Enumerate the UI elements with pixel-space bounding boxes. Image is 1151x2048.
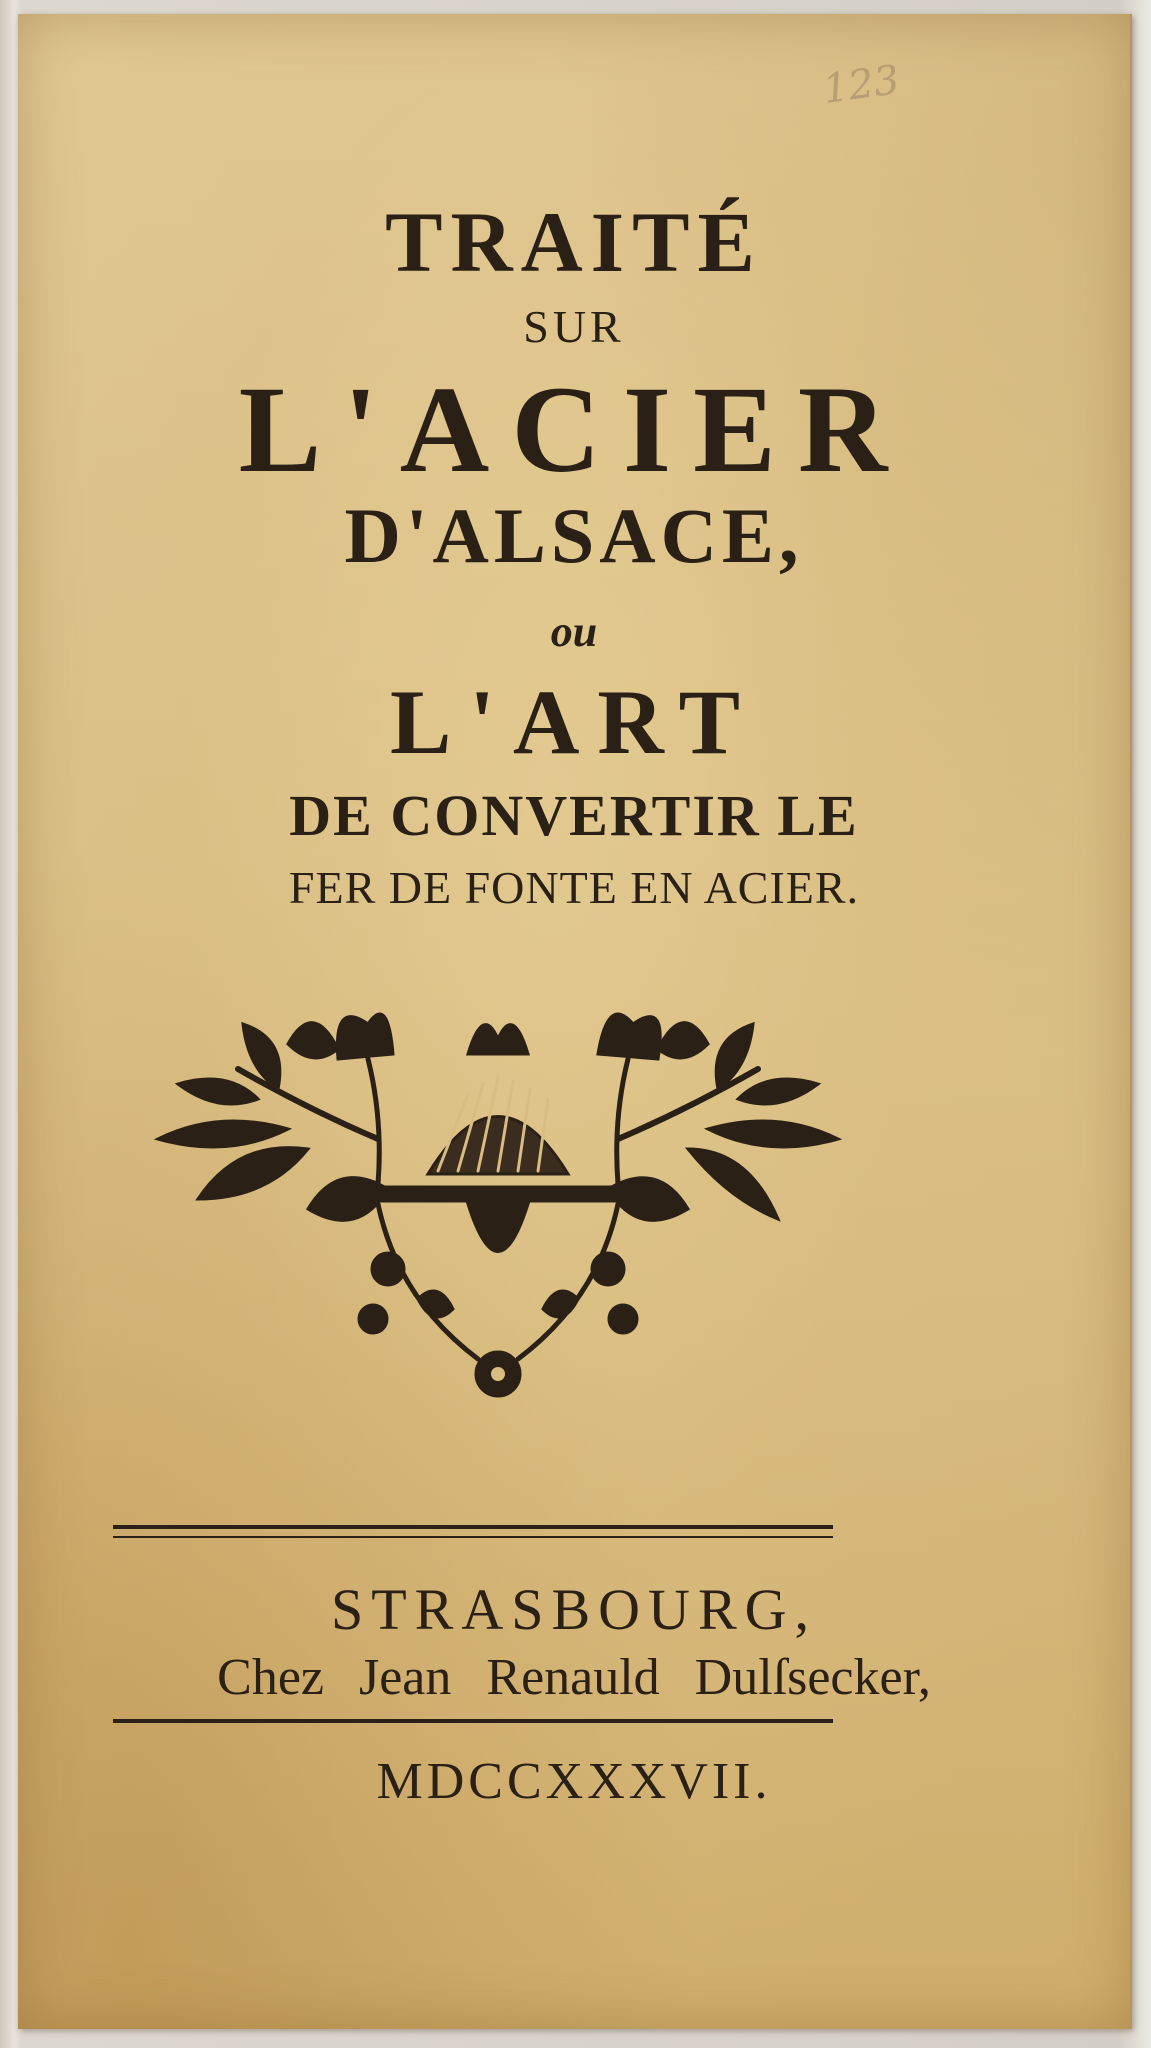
title-line-convertir: DE CONVERTIR LE: [289, 783, 859, 848]
title-line-traite: TRAITÉ: [385, 194, 763, 290]
rule-bottom: [113, 1719, 833, 1723]
title-line-art: L'ART: [390, 671, 758, 773]
title-page: [18, 14, 1132, 2029]
title-line-sur: SUR: [523, 301, 625, 352]
title-line-ou: ou: [550, 607, 598, 656]
pencil-annotation: 123: [820, 56, 903, 114]
double-rule-top: [113, 1525, 833, 1529]
title-line-alsace: D'ALSACE,: [344, 492, 804, 579]
imprint-city: STRASBOURG,: [330, 1577, 818, 1642]
double-rule-top-thin: [113, 1536, 833, 1538]
title-line-fer-de-fonte: FER DE FONTE EN ACIER.: [288, 862, 860, 913]
title-line-acier: L'ACIER: [238, 361, 910, 498]
floral-ornament-icon: [138, 999, 858, 1409]
imprint-year: MDCCXXXVII.: [376, 1753, 772, 1810]
imprint-printer: Chez Jean Renauld Dulſsecker,: [217, 1649, 931, 1706]
